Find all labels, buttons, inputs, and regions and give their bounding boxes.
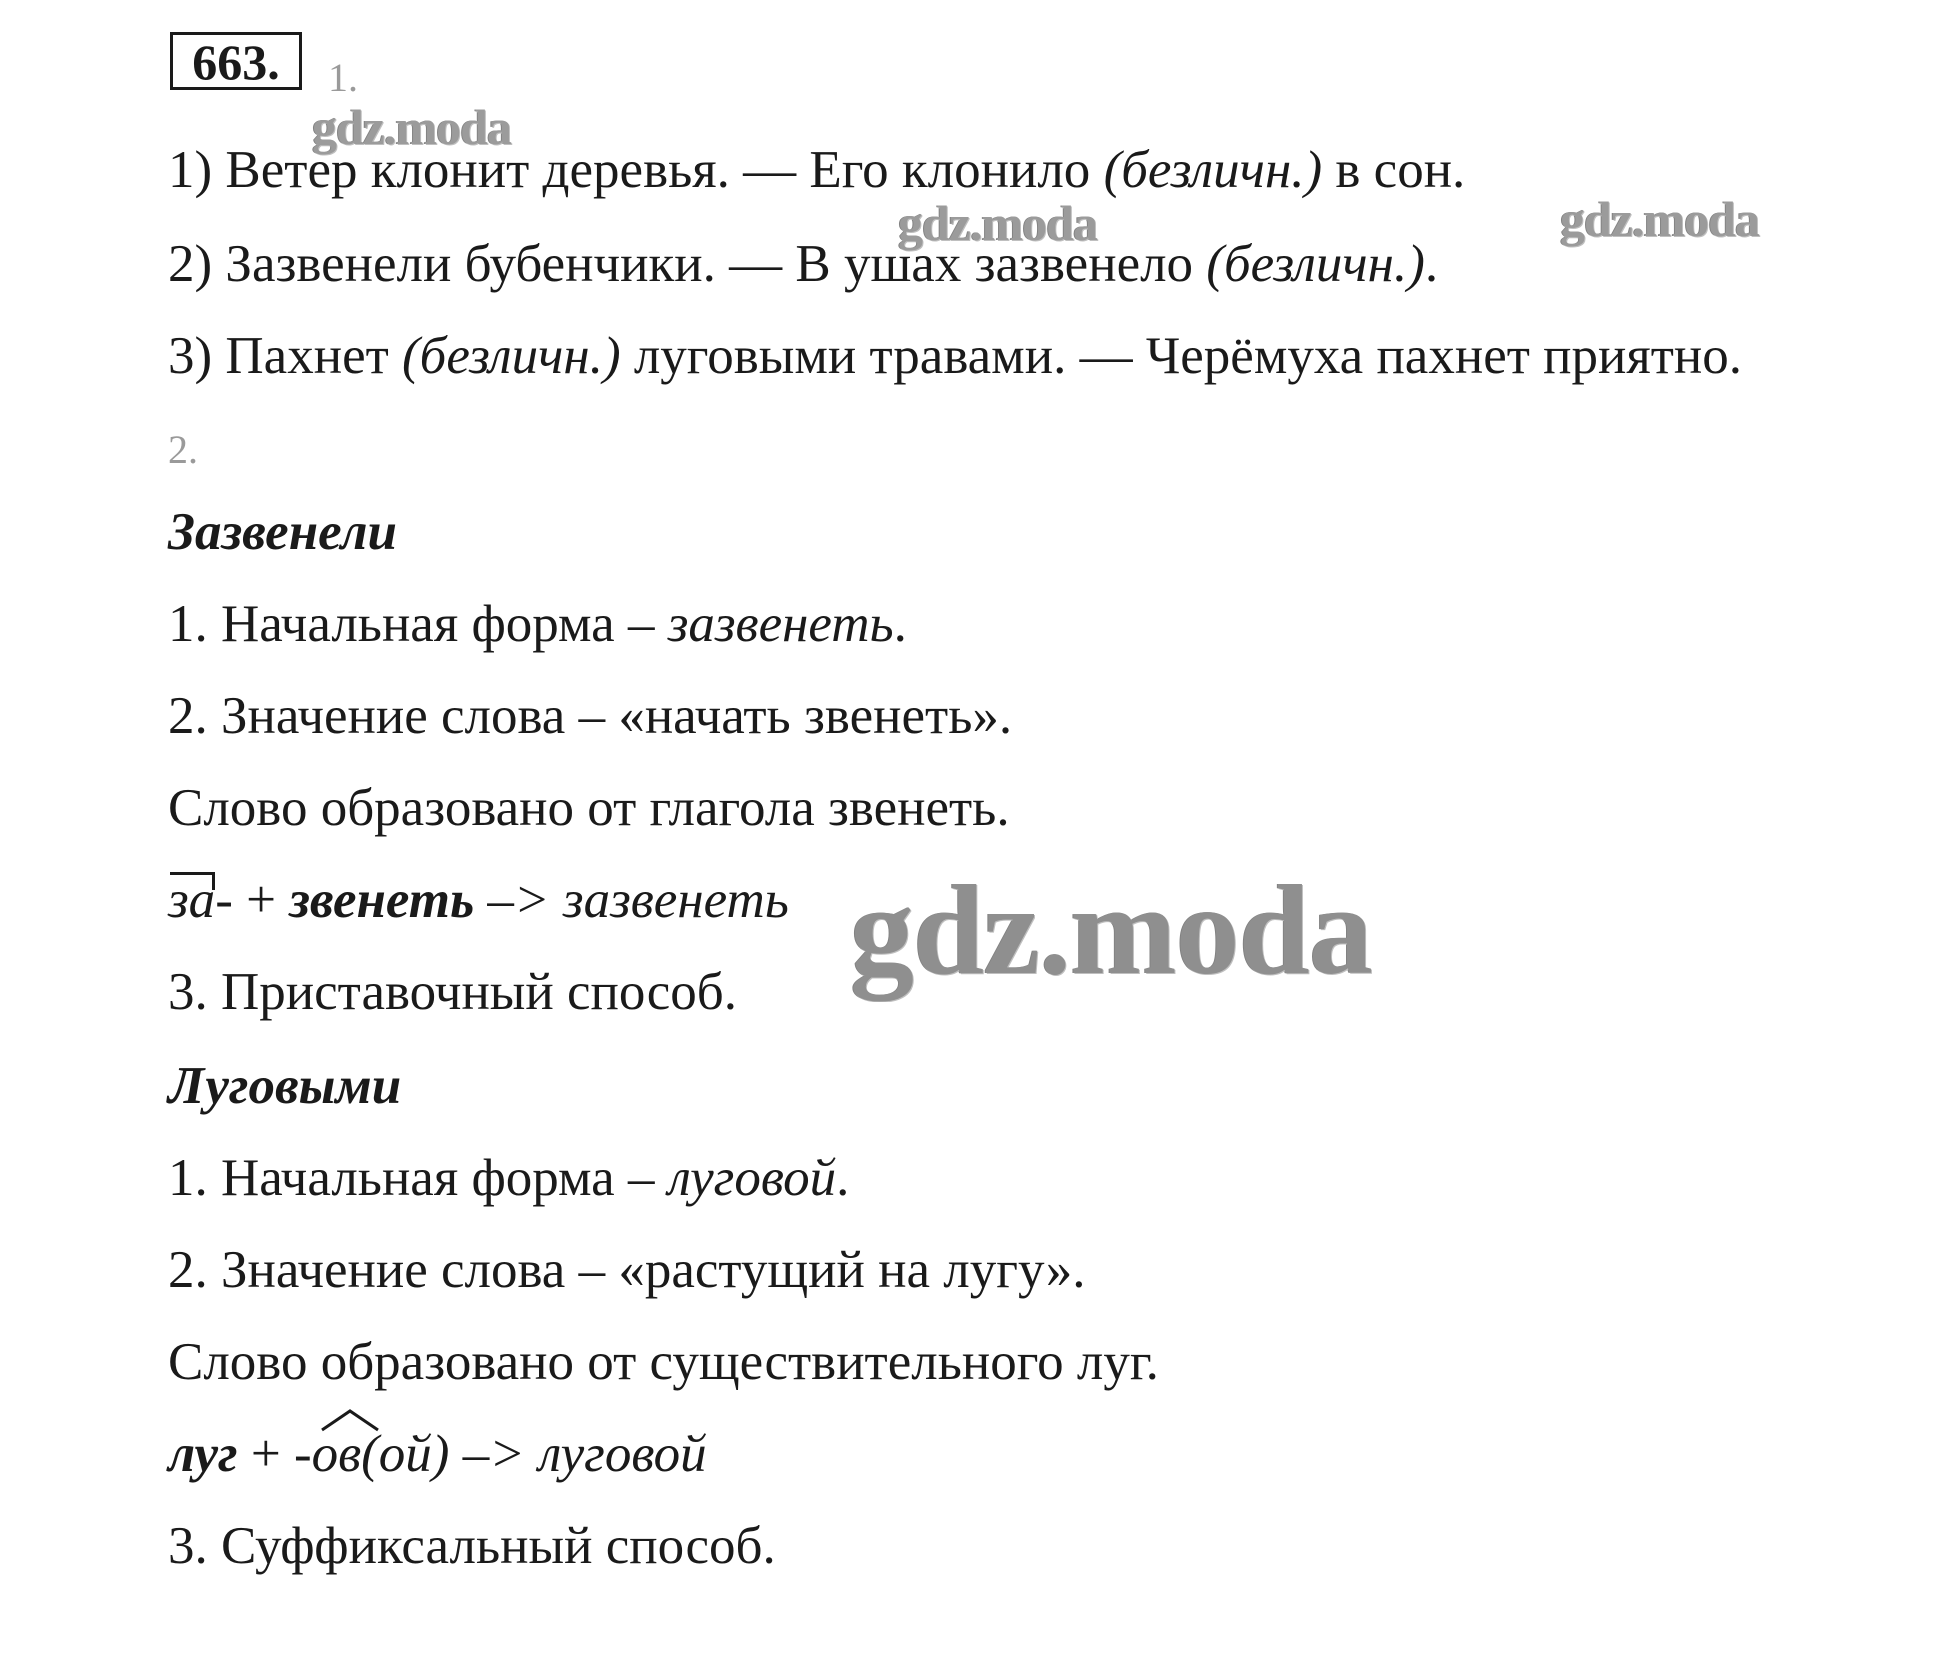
sentence-1-text: Ветер клонит деревья. — Его клонило	[225, 141, 1091, 199]
word1-formula	[168, 870, 789, 930]
sentence-2-note: (безличн.)	[1206, 235, 1425, 293]
sentence-1-end: в сон.	[1335, 141, 1466, 199]
word2-suffix-text: ов	[311, 1425, 362, 1483]
sentence-3	[168, 326, 1742, 386]
word2-initial-form: луговой	[667, 1149, 837, 1207]
word1-plus: - +	[215, 871, 276, 929]
sentence-3-note: (безличн.)	[402, 327, 621, 385]
suffix-arc-icon	[320, 1408, 380, 1432]
word1-heading: Зазвенели	[168, 503, 398, 561]
word1-prefix: за	[168, 871, 216, 929]
part2-label: 2.	[168, 427, 198, 472]
word2-base: луг	[168, 1425, 238, 1483]
word1-item3: 3. Приставочный способ.	[168, 963, 737, 1021]
word2-ending: (ой)	[361, 1425, 450, 1483]
watermark: gdz.moda	[312, 99, 511, 155]
sentence-1-num: 1)	[168, 141, 213, 199]
word2-item1	[168, 1148, 849, 1208]
word2-item1-end: .	[836, 1149, 850, 1207]
word2-heading: Луговыми	[168, 1057, 402, 1115]
sentence-3-text: Пахнет	[225, 327, 389, 385]
word1-base: звенеть	[289, 871, 475, 929]
word1-origin: Слово образовано от глагола звенеть.	[168, 779, 1010, 837]
sentence-2	[168, 234, 1438, 294]
word1-initial-form: зазвенеть	[667, 595, 894, 653]
word2-item1-label: 1. Начальная форма –	[168, 1149, 655, 1207]
part1-label: 1.	[328, 55, 358, 100]
sentence-2-end: .	[1424, 235, 1439, 293]
word1-item1-label: 1. Начальная форма –	[168, 595, 655, 653]
word1-item1-end: .	[893, 595, 907, 653]
sentence-2-num: 2)	[168, 235, 213, 293]
word2-plus: + -	[250, 1425, 312, 1483]
word1-item2: 2. Значение слова – «начать звенеть».	[168, 687, 1013, 745]
word2-item3: 3. Суффиксальный способ.	[168, 1517, 776, 1575]
word1-item1	[168, 594, 907, 654]
word2-item2: 2. Значение слова – «растущий на лугу».	[168, 1241, 1086, 1299]
sentence-3-end: луговыми травами. — Черёмуха пахнет приятно.	[633, 327, 1743, 385]
watermark: gdz.moda	[898, 195, 1097, 251]
sentence-3-num: 3)	[168, 327, 213, 385]
sentence-1-note: (безличн.)	[1103, 141, 1323, 199]
word2-formula	[168, 1424, 707, 1484]
word2-origin: Слово образовано от существительного луг.	[168, 1333, 1159, 1391]
watermark: gdz.moda	[1560, 191, 1759, 247]
word2-result: –> луговой	[462, 1425, 707, 1483]
sentence-2-text: Зазвенели бубенчики. — В ушах зазвенело	[225, 235, 1194, 293]
word1-result: –> зазвенеть	[487, 871, 789, 929]
watermark-large: gdz.moda	[850, 859, 1372, 1001]
task-number: 663.	[170, 32, 302, 90]
word2-suffix	[312, 1424, 362, 1484]
